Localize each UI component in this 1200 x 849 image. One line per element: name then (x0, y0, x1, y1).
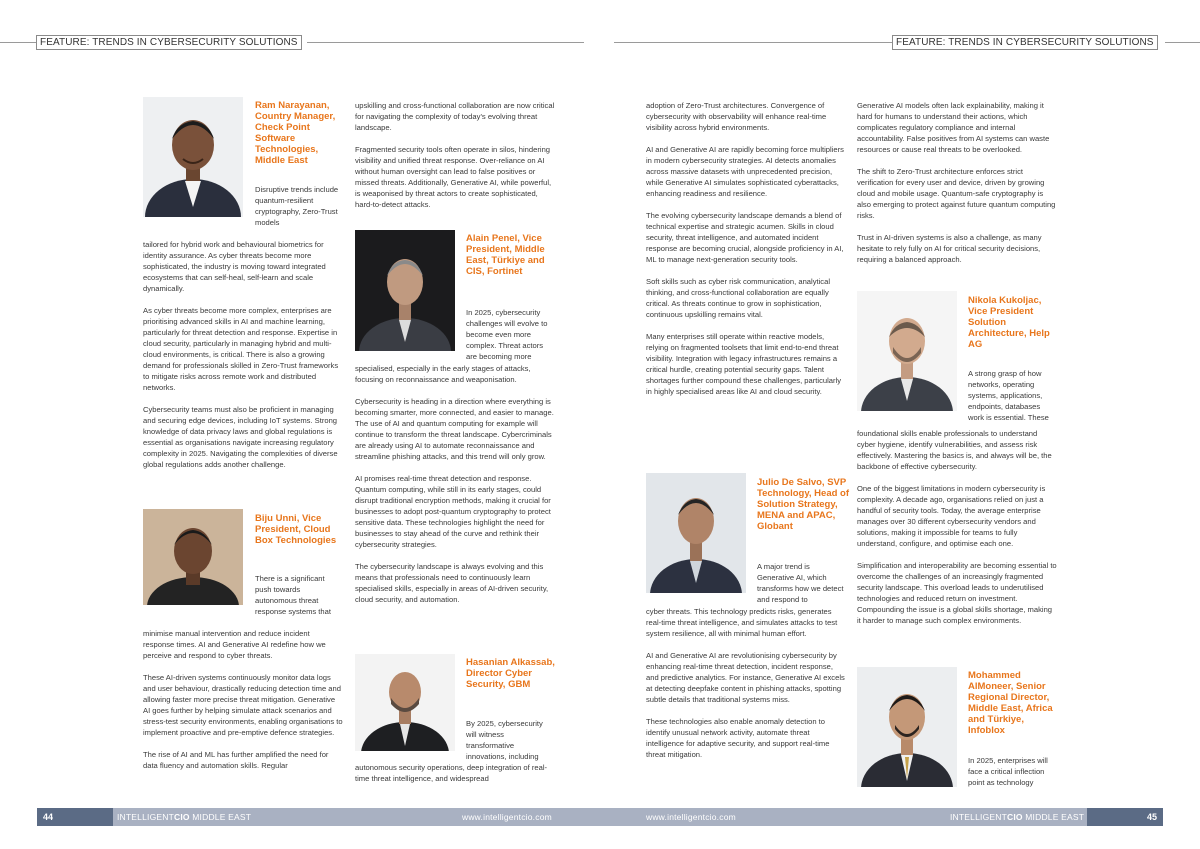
name-ram-narayanan: Ram Narayanan, Country Manager, Check Point Software Technologies, Middle East (255, 100, 336, 166)
brand-bold: CIO (174, 812, 190, 822)
header-rule-right-2 (1165, 42, 1200, 43)
paragraph: The rise of AI and ML has further amplified the need for data fluency and automation skills. Regular (143, 750, 329, 770)
text-column-1 (143, 239, 343, 470)
paragraph: These technologies also enable anomaly detection to identify unusual network activity, automate threat intelligence for adaptive security, and support real-time threat mitigation. (646, 717, 830, 759)
paragraph: minimise manual intervention and reduce incident response times. AI and Generative AI redefine how we perceive and respond to cyber threats. (143, 629, 326, 660)
paragraph: autonomous security operations, deep integration of real-time threat intelligence, and widespread (355, 763, 548, 783)
text-column-4 (857, 100, 1057, 265)
paragraph: Cybersecurity is heading in a direction where everything is becoming smarter, more connected, and easier to manage. The use of AI and quantum computing for example will continue to transform the threat landscape. Cybercriminals are already using AI to automate reconnaissance and streamline phishing attacks, and this trend will only grow. (355, 397, 554, 461)
paragraph: Disruptive trends include quantum-resilient cryptography, Zero-Trust models (255, 185, 339, 227)
paragraph: One of the biggest limitations in modern cybersecurity is complexity. A decade ago, organisations relied on just a handful of security tools. Today, the average enterprise manages over 30 different cybersecurity vendors and solutions, making it impossible for teams to fully understand, configure, and optimise each one. (857, 484, 1046, 548)
text-nikola-intro (968, 368, 1058, 423)
paragraph: Cybersecurity teams must also be proficient in managing and securing edge devices, including IoT systems. Strong knowledge of data privacy laws and global regulations is essential as organisations navigate increasing regulatory complexity in 2025. Navigating the complexities of diverse global regulations adds another challenge. (143, 405, 338, 469)
text-ram-intro (255, 184, 345, 228)
footer-url-left[interactable]: www.intelligentcio.com (462, 812, 552, 822)
paragraph: Generative AI models often lack explainability, making it hard for humans to understand their actions, which complicates regulatory compliance and internal accountability. False positives from AI systems can waste resources or cause real threats to be overlooked. (857, 101, 1050, 154)
paragraph: foundational skills enable professionals to understand cyber hygiene, identify vulnerabilities, and assess risk effectively. Mastering the basics is, and always will be, the backbone of effective cybersecurity. (857, 429, 1052, 471)
text-column-4-mid (857, 428, 1057, 626)
paragraph: As cyber threats become more complex, enterprises are prioritising advanced skills in AI and machine learning, particularly for threat detection and response. Expertise in cloud security, particularly in managing hybrid and multi-cloud environments, is critical. There is also a growing demand for professionals skilled in Zero-Trust frameworks to mitigate risks across remote work and distributed networks. (143, 306, 339, 392)
brand-bold: CIO (1007, 812, 1023, 822)
portrait-nikola-kukoljac (857, 291, 957, 411)
paragraph: In 2025, enterprises will face a critical inflection point as technology (968, 756, 1048, 787)
text-column-2 (355, 100, 556, 210)
text-biju-intro (255, 573, 343, 617)
header-rule-left (0, 42, 37, 43)
paragraph: The cybersecurity landscape is always evolving and this means that professionals need to continuously learn specialised skills, especially in areas of AI-driven security, cloud security, and automation. (355, 562, 549, 604)
paragraph: specialised, especially in the early stages of attacks, focusing on reconnaissance and weaponisation. (355, 364, 531, 384)
paragraph: In 2025, cybersecurity challenges will evolve to become even more complex. Threat actors are becoming more (466, 308, 548, 361)
page-number-left: 44 (43, 812, 54, 822)
name-biju-unni: Biju Unni, Vice President, Cloud Box Technologies (255, 513, 337, 546)
brand-suffix: MIDDLE EAST (189, 812, 252, 822)
name-julio-de-salvo: Julio De Salvo, SVP Technology, Head of Solution Strategy, MENA and APAC, Globant (757, 477, 850, 532)
section-label-right: FEATURE: TRENDS IN CYBERSECURITY SOLUTIONS (892, 35, 1158, 50)
text-mohammed-intro (968, 755, 1058, 788)
name-nikola-kukoljac: Nikola Kukoljac, Vice President Solution Architecture, Help AG (968, 295, 1050, 350)
footer-url-right[interactable]: www.intelligentcio.com (646, 812, 736, 822)
header-rule-left-2 (307, 42, 584, 43)
text-alain-intro (466, 307, 556, 362)
portrait-alain-penel (355, 230, 455, 351)
paragraph: tailored for hybrid work and behavioural biometrics for identity assurance. As cyber threats become more sophisticated, the industry is moving toward integrated ecosystems that can self-heal, self-learn and scale dynamically. (143, 240, 326, 293)
paragraph: The shift to Zero-Trust architecture enforces strict verification for every user and device, driven by growing cloud and mobile usage. Quantum-safe cryptography is also emerging to protect against future quantum computing risks. (857, 167, 1056, 220)
paragraph: These AI-driven systems continuously monitor data logs and user behaviour, drastically reducing detection time and allowing faster more precise threat mitigation. Generative AI goes further by helping simulate attack scenarios and stress-test security environments, enabling organisations to implement proactive and pre-emptive defence strategies. (143, 673, 343, 737)
paragraph: adoption of Zero-Trust architectures. Convergence of cybersecurity with observability will enhance real-time visibility across hybrid environments. (646, 101, 827, 132)
paragraph: upskilling and cross-functional collaboration are now critical for navigating the complexity of today’s evolving threat landscape. (355, 101, 555, 132)
paragraph: The evolving cybersecurity landscape demands a blend of technical expertise and strategic acumen. Skills in cloud security, threat intelligence, and automated incident response are becoming crucial, alongside proficiency in AI, ML to manage next-generation security tools. (646, 211, 844, 264)
name-hasanian-alkassab: Hasanian Alkassab, Director Cyber Security, GBM (466, 657, 555, 690)
brand-prefix: INTELLIGENT (950, 812, 1007, 822)
text-column-2-mid (355, 363, 556, 605)
paragraph: By 2025, cybersecurity will witness transformative innovations, including (466, 719, 543, 761)
footer-brand-left (117, 808, 251, 826)
text-column-2-lower (355, 762, 556, 784)
name-alain-penel: Alain Penel, Vice President, Middle East, Türkiye and CIS, Fortinet (466, 233, 545, 277)
portrait-julio-de-salvo (646, 473, 746, 593)
paragraph: Simplification and interoperability are becoming essential to overcome the challenges of an increasingly fragmented security landscape. This overload leads to underutilised technologies and reduced return on investment. Compounding the issue is a global skills shortage, making it harder to manage such complex environments. (857, 561, 1057, 625)
paragraph: Soft skills such as cyber risk communication, analytical thinking, and cross-functional collaboration are equally critical. As threats continue to grow in sophistication, continuous upskilling remains vital. (646, 277, 831, 319)
paragraph: Fragmented security tools often operate in silos, hindering visibility and unified threat response. Over-reliance on AI without human oversight can lead to false positives or missed threats. Additionally, Generative AI, while powerful, is weaponised by threat actors to create sophisticated, hard-to-detect attacks. (355, 145, 552, 209)
text-julio-intro (757, 561, 847, 605)
name-mohammed-almoneer: Mohammed AlMoneer, Senior Regional Director, Middle East, Africa and Türkiye, Infoblox (968, 670, 1053, 736)
portrait-hasanian-alkassab (355, 654, 455, 751)
header-rule-right (614, 42, 892, 43)
paragraph: AI promises real-time threat detection and response. Quantum computing, while still in its early stages, could disrupt traditional encryption methods, making it crucial for businesses to adopt post-quantum cryptography to protect sensitive data. These technologies highlight the need for businesses to stay ahead of the curve and rethink their cybersecurity strategies. (355, 474, 551, 549)
paragraph: Trust in AI-driven systems is also a challenge, as many hesitate to rely fully on AI for critical security decisions, requiring a balanced approach. (857, 233, 1042, 264)
text-hasanian-intro (466, 718, 554, 762)
text-column-3 (646, 100, 846, 397)
paragraph: AI and Generative AI are revolutionising cybersecurity by enhancing real-time threat detection, incident response, and predictive analytics. For instance, Generative AI excels at detecting deepfake content in phishing attacks, spotting subtle details that traditional systems miss. (646, 651, 845, 704)
paragraph: cyber threats. This technology predicts risks, generates real-time threat intelligence, and simulates attacks to test system resilience, all with minimal human effort. (646, 607, 838, 638)
page-number-right: 45 (1147, 812, 1158, 822)
paragraph: AI and Generative AI are rapidly becoming force multipliers in modern cybersecurity strategies. AI detects anomalies across massive datasets with unprecedented precision, while Generative AI simulates sophisticated cyberattacks, enhancing readiness and resilience. (646, 145, 844, 198)
paragraph: A major trend is Generative AI, which transforms how we detect and respond to (757, 562, 844, 604)
paragraph: Many enterprises still operate within reactive models, relying on fragmented toolsets that limit end-to-end threat visibility. Integration with legacy infrastructures remains a critical hurdle, creating potential security gaps. Talent shortages further compound these challenges, particularly in highly specialised areas like AI and cloud security. (646, 332, 842, 396)
portrait-mohammed-almoneer (857, 667, 957, 787)
brand-suffix: MIDDLE EAST (1022, 812, 1085, 822)
section-label-left: FEATURE: TRENDS IN CYBERSECURITY SOLUTIONS (36, 35, 302, 50)
paragraph: A strong grasp of how networks, operating systems, applications, endpoints, databases work is essential. These (968, 369, 1049, 422)
portrait-biju-unni (143, 509, 243, 605)
text-column-3-lower (646, 606, 847, 760)
brand-prefix: INTELLIGENT (117, 812, 174, 822)
footer-brand-right (950, 808, 1084, 826)
paragraph: There is a significant push towards autonomous threat response systems that (255, 574, 331, 616)
portrait-ram-narayanan (143, 97, 243, 217)
text-column-1-lower (143, 628, 343, 771)
